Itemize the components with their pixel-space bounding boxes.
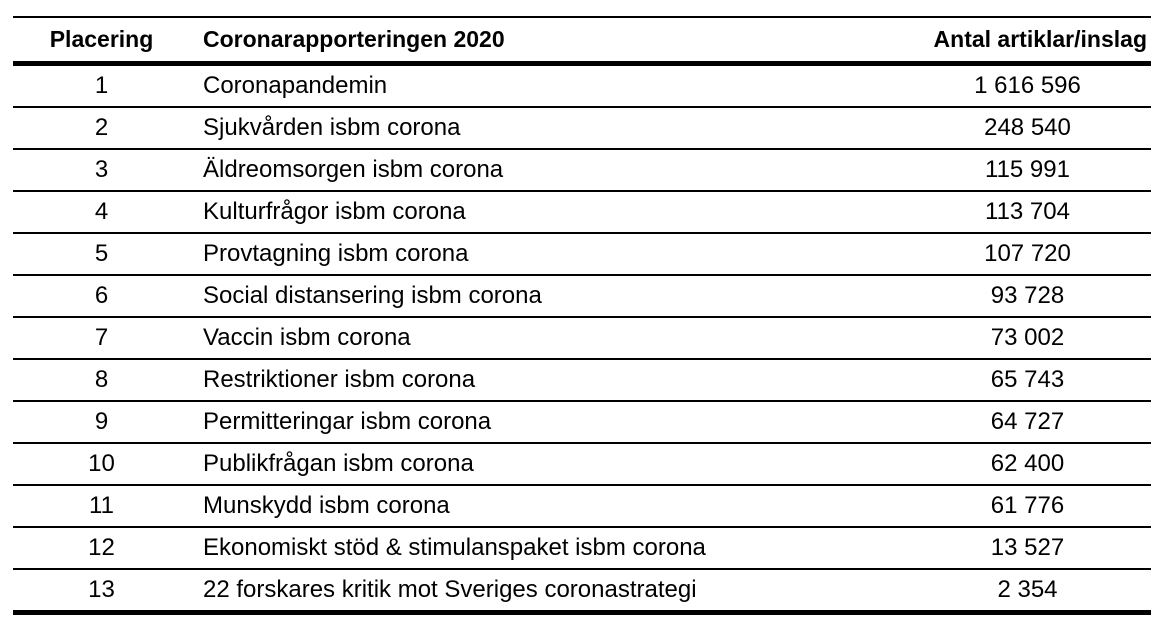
topic-cell: Coronapandemin: [190, 64, 869, 108]
table-row: [13, 485, 1151, 527]
count-cell: 62 400: [869, 443, 1151, 485]
topic-cell: Munskydd isbm corona: [190, 485, 869, 527]
rank-cell: 13: [13, 569, 190, 613]
count-cell: 107 720: [869, 233, 1151, 275]
table-row: [13, 149, 1151, 191]
topic-cell: Vaccin isbm corona: [190, 317, 869, 359]
table-row: [13, 64, 1151, 108]
topic-cell: Publikfrågan isbm corona: [190, 443, 869, 485]
topic-cell: Provtagning isbm corona: [190, 233, 869, 275]
rank-cell: 8: [13, 359, 190, 401]
header-rank: Placering: [13, 17, 190, 64]
topic-cell: Kulturfrågor isbm corona: [190, 191, 869, 233]
table-header: [13, 17, 1151, 64]
rank-cell: 2: [13, 107, 190, 149]
table-body: [13, 64, 1151, 613]
count-cell: 65 743: [869, 359, 1151, 401]
rank-cell: 7: [13, 317, 190, 359]
rank-cell: 11: [13, 485, 190, 527]
count-cell: 13 527: [869, 527, 1151, 569]
topic-cell: Permitteringar isbm corona: [190, 401, 869, 443]
rank-cell: 3: [13, 149, 190, 191]
topic-cell: Social distansering isbm corona: [190, 275, 869, 317]
topic-cell: Ekonomiskt stöd & stimulanspaket isbm corona: [190, 527, 869, 569]
table-row: [13, 569, 1151, 613]
rank-cell: 6: [13, 275, 190, 317]
table-row: [13, 275, 1151, 317]
table-row: [13, 233, 1151, 275]
topic-cell: 22 forskares kritik mot Sveriges coronastrategi: [190, 569, 869, 613]
rank-cell: 5: [13, 233, 190, 275]
ranking-table-container: [13, 16, 1151, 615]
topic-cell: Sjukvården isbm corona: [190, 107, 869, 149]
topic-cell: Restriktioner isbm corona: [190, 359, 869, 401]
count-cell: 73 002: [869, 317, 1151, 359]
count-cell: 115 991: [869, 149, 1151, 191]
rank-cell: 1: [13, 64, 190, 108]
rank-cell: 4: [13, 191, 190, 233]
table-row: [13, 527, 1151, 569]
table-row: [13, 107, 1151, 149]
table-row: [13, 317, 1151, 359]
count-cell: 64 727: [869, 401, 1151, 443]
table-row: [13, 443, 1151, 485]
table-row: [13, 401, 1151, 443]
count-cell: 113 704: [869, 191, 1151, 233]
header-row: [13, 17, 1151, 64]
count-cell: 248 540: [869, 107, 1151, 149]
table-row: [13, 191, 1151, 233]
count-cell: 93 728: [869, 275, 1151, 317]
ranking-table: [13, 16, 1151, 615]
count-cell: 61 776: [869, 485, 1151, 527]
header-topic: Coronarapporteringen 2020: [190, 17, 869, 64]
count-cell: 2 354: [869, 569, 1151, 613]
rank-cell: 12: [13, 527, 190, 569]
count-cell: 1 616 596: [869, 64, 1151, 108]
rank-cell: 9: [13, 401, 190, 443]
rank-cell: 10: [13, 443, 190, 485]
table-row: [13, 359, 1151, 401]
header-count: Antal artiklar/inslag: [869, 17, 1151, 64]
topic-cell: Äldreomsorgen isbm corona: [190, 149, 869, 191]
